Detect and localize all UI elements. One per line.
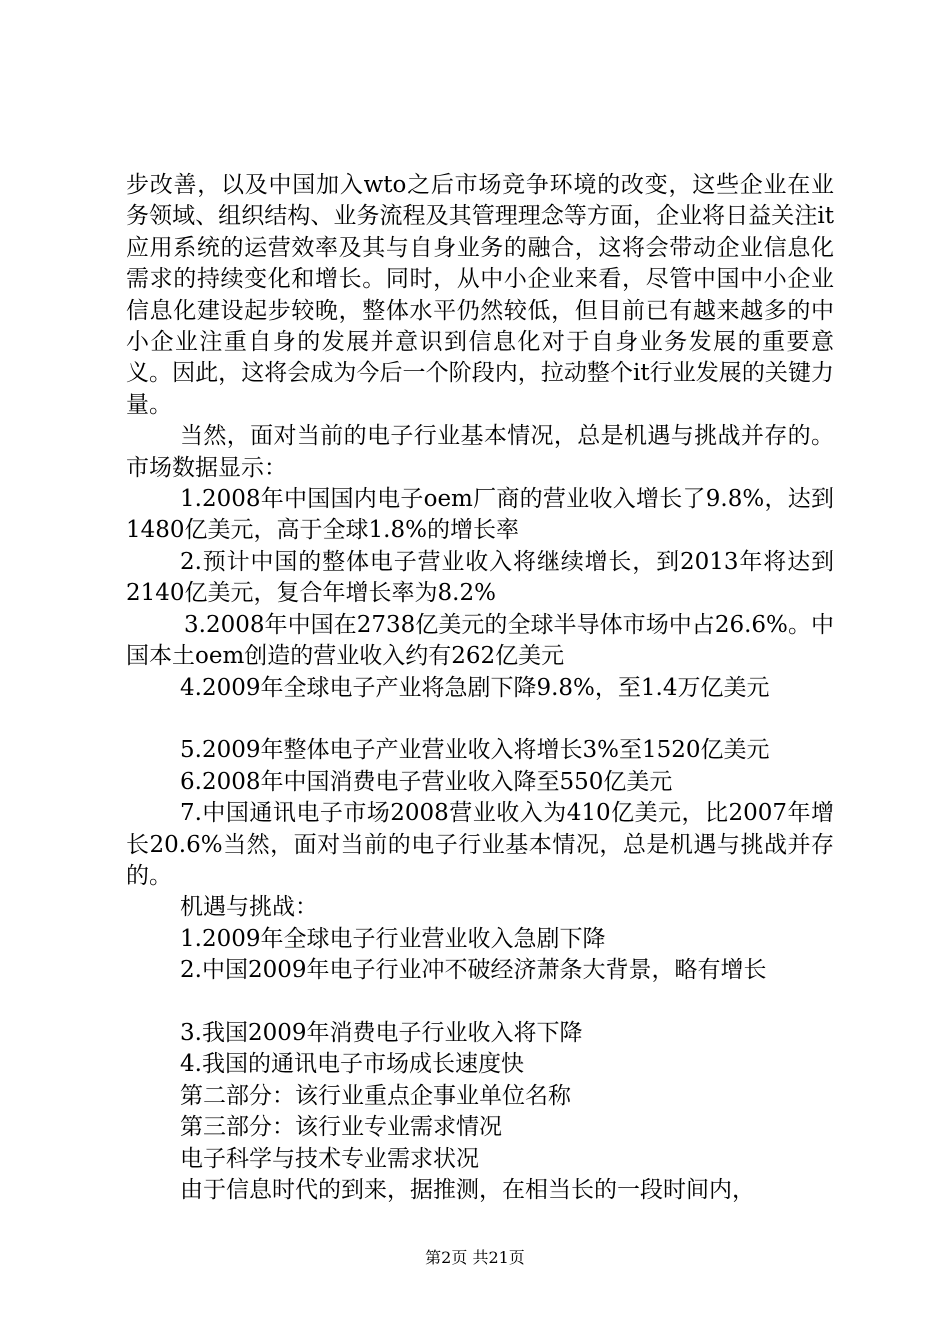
list-item: 6.2008年中国消费电子营业收入降至550亿美元	[180, 768, 673, 795]
paragraph-closing: 由于信息时代的到来，据推测，在相当长的一段时间内，	[180, 1176, 755, 1203]
list-item: 1.2009年全球电子行业营业收入急剧下降	[180, 925, 606, 952]
section-heading: 机遇与挑战：	[180, 894, 318, 921]
paragraph-intro: 步改善，以及中国加入wto之后市场竞争环境的改变，这些企业在业务领域、组织结构、业务流程及其管理理念等方面，企业将日益关注it应用系统的运营效率及其与自身业务的融合，这将会带动企业信息化需求的持续变化和增长。同时，从中小企业来看，尽管中国中小企业信息化建设起步较晚，整体水平仍然较低，但目前已有越来越多的中小企业注重自身的发展并意识到信息化对于自身业务发展的重要意义。因此，这将会成为今后一个阶段内，拉动整个it行业发展的关键力量。	[126, 172, 834, 418]
section-heading: 电子科学与技术专业需求状况	[180, 1145, 479, 1172]
blank-line	[126, 987, 834, 1018]
document-body	[126, 170, 834, 1206]
section-heading: 第三部分：该行业专业需求情况	[180, 1114, 502, 1141]
paragraph-opportunity-intro: 当然，面对当前的电子行业基本情况，总是机遇与挑战并存的。市场数据显示：	[126, 423, 834, 481]
list-item: 5.2009年整体电子产业营业收入将增长3%至1520亿美元	[180, 737, 770, 764]
list-item: 7.中国通讯电子市场2008营业收入为410亿美元，比2007年增长20.6%当然，面对当前的电子行业基本情况，总是机遇与挑战并存的。	[126, 800, 834, 889]
list-item: 2.中国2009年电子行业冲不破经济萧条大背景，略有增长	[180, 957, 767, 984]
page-number: 第2页 共21页	[425, 1248, 525, 1267]
list-item: 4.2009年全球电子产业将急剧下降9.8%，至1.4万亿美元	[180, 674, 770, 701]
list-item: 2.预计中国的整体电子营业收入将继续增长，到2013年将达到2140亿美元，复合年增长率为8.2%	[126, 548, 834, 607]
section-heading: 第二部分：该行业重点企事业单位名称	[180, 1082, 571, 1109]
list-item: 4.我国的通讯电子市场成长速度快	[180, 1051, 524, 1078]
list-item: 3.我国2009年消费电子行业收入将下降	[180, 1019, 583, 1046]
blank-line	[126, 704, 834, 735]
list-item: 1.2008年中国国内电子oem厂商的营业收入增长了9.8%，达到1480亿美元，高于全球1.8%的增长率	[126, 486, 834, 544]
list-item: 3.2008年中国在2738亿美元的全球半导体市场中占26.6%。中国本土oem创造的营业收入约有262亿美元	[126, 611, 834, 670]
